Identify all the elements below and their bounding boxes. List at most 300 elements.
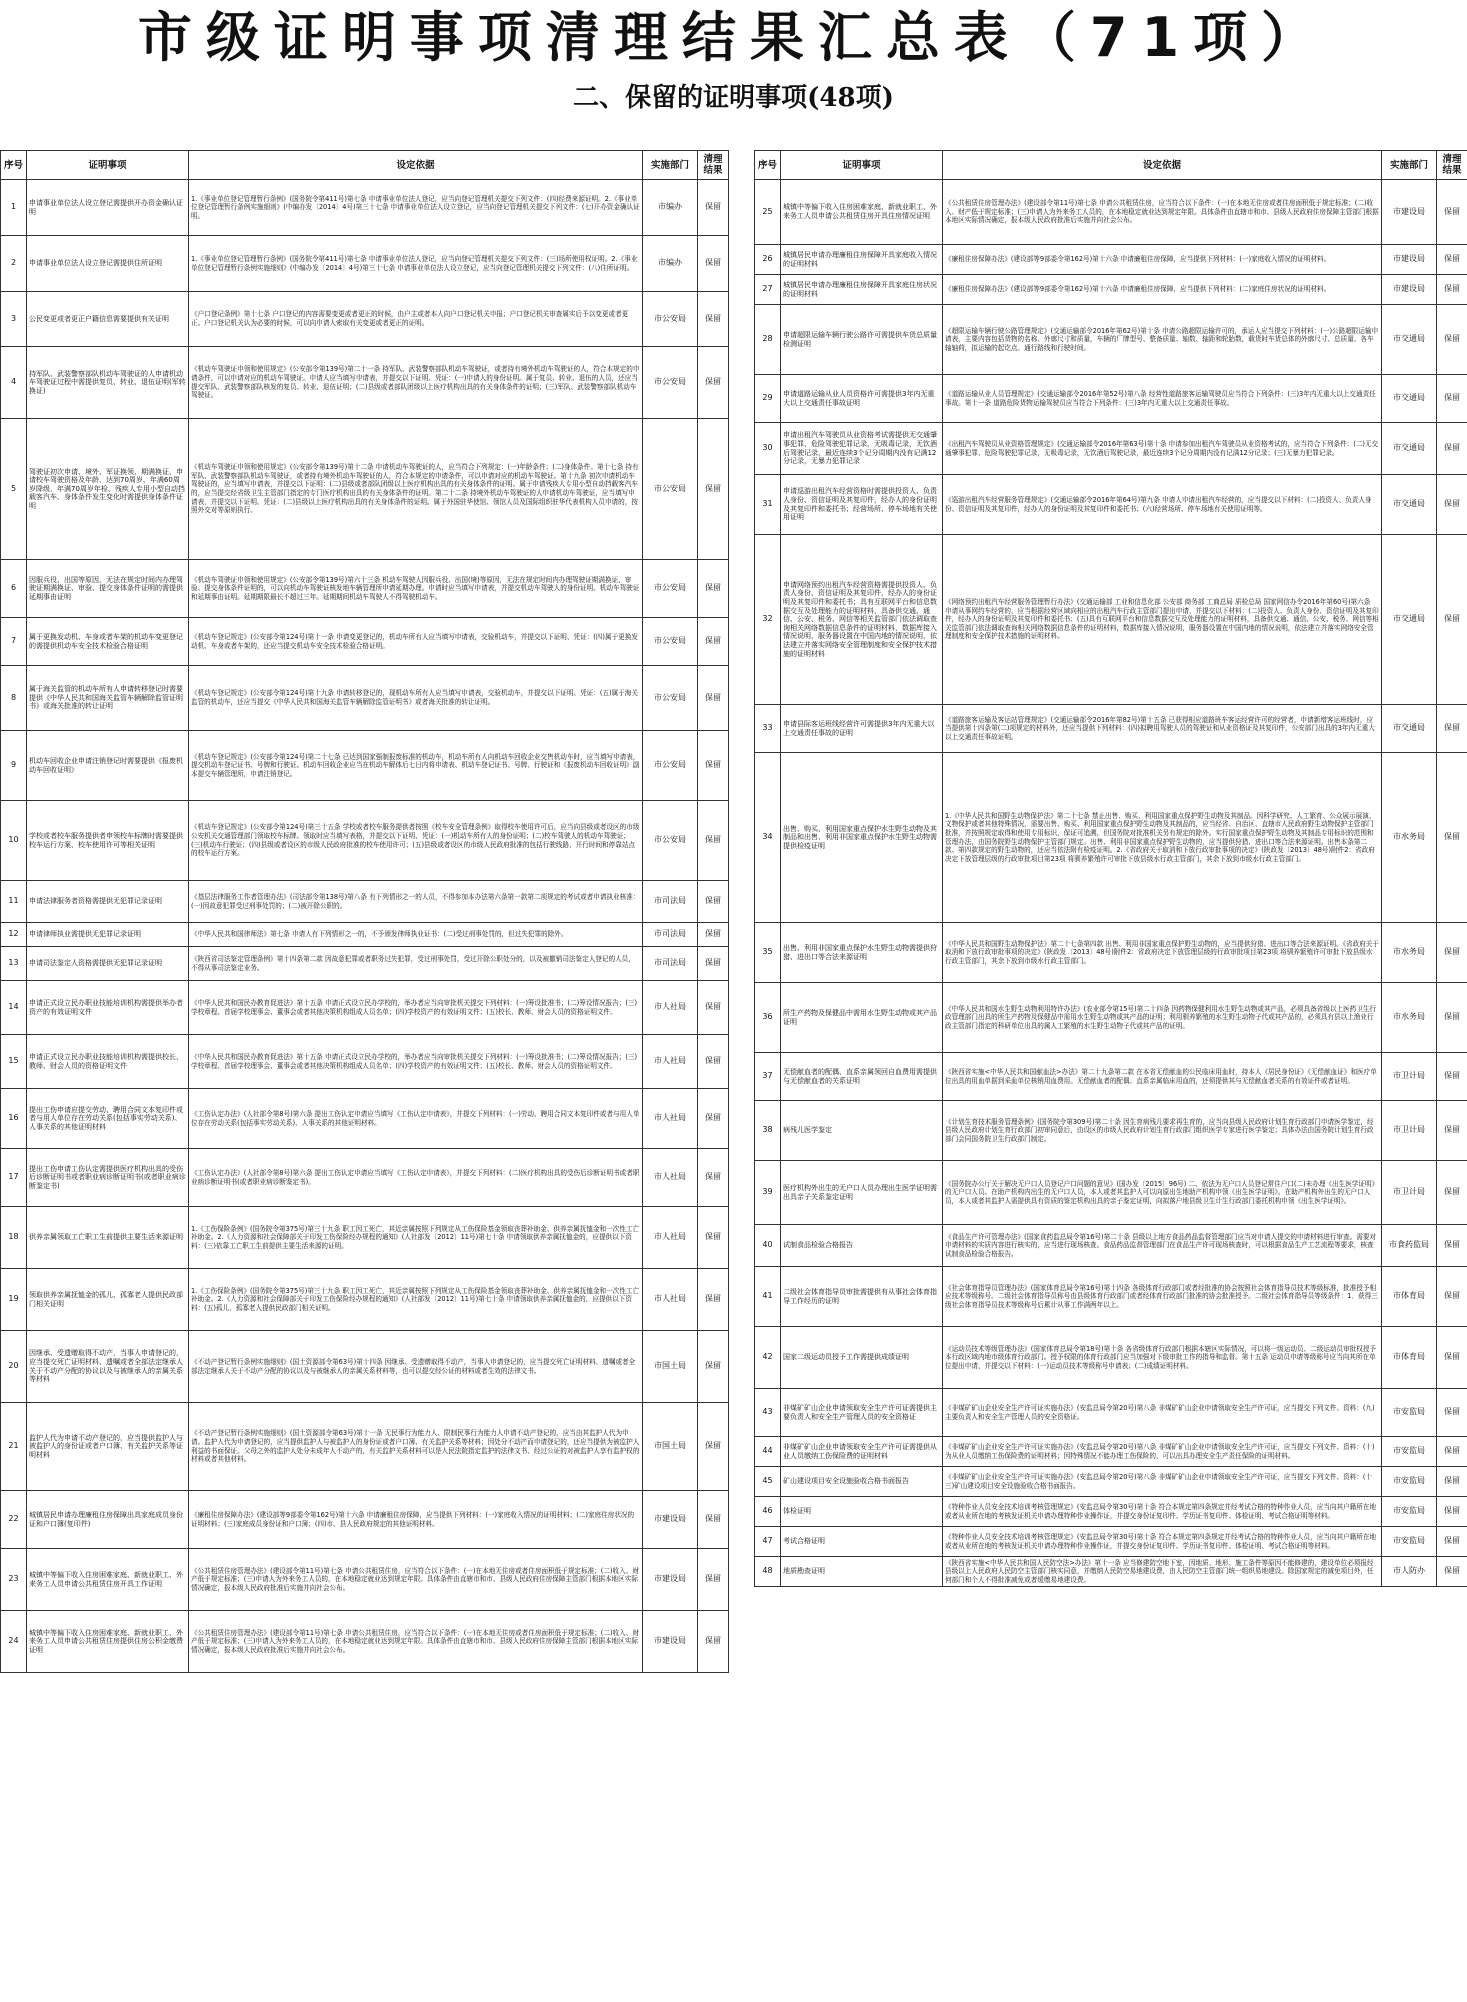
row-basis: 《食品生产许可管理办法》(国家食药监总局令第16号)第二十条 县级以上地方食品药品监督管理部门应当对申请人提交的申请材料进行审查。需要对申请材料的实质内容进行核实的，应当进行现场核查。食品药品监督管理部门在食品生产许可现场核查时，可以根据食品生产工艺流程等要求，核查试制食品检验合格报告。 [943, 1225, 1382, 1267]
row-number: 16 [1, 1089, 27, 1149]
table-row [1, 1089, 729, 1149]
row-item: 病残儿医学鉴定 [781, 1101, 943, 1161]
row-basis: 《国务院办公厅关于解决无户口人员登记户口问题的意见》(国办发〔2015〕96号) 二、依法为无户口人员登记常住户口(二)未办理《出生医学证明》的无户口人员。在助产机构内出生的无户口人员，本人或者其监护人可以向原出生地助产机构申领《出生医学证明》。在助产机构外出生的无户口人员，本人或者其监护人需提供具有资质的鉴定机构出具的亲子鉴定证明，向拟落户地县级卫生计生行政部门委托机构申领《出生医学证明》。 [943, 1161, 1382, 1225]
row-item: 申请县际客运班线经营许可需提供3年内无重大以上交通责任事故的证明 [781, 705, 943, 753]
header-result: 清理结果 [698, 151, 729, 180]
table-row [755, 275, 1467, 305]
table-row [1, 666, 729, 731]
table-row [1, 981, 729, 1035]
row-number: 8 [1, 666, 27, 731]
row-result: 保留 [1437, 1467, 1467, 1497]
row-dept: 市建设局 [643, 1611, 698, 1673]
row-item: 申请律师执业需提供无犯罪记录证明 [27, 923, 189, 947]
row-result: 保留 [698, 1207, 729, 1269]
row-dept: 市司法局 [643, 881, 698, 923]
table-row [1, 1549, 729, 1611]
row-basis: 《中华人民共和国水生野生动物利用特许办法》(农业部令第15号)第二十四条 因药物保健利用水生野生动物或其产品，必须具备省级以上医药卫生行政管理部门出具的所生产药物及保健品中需用水生野生动物或其产品的证明；利用驯养繁殖的水生野生动物子代或其产品的，必须具有县以上渔业行政主管部门指定的科研单位出具的属人工繁殖的水生野生动物子代或其产品的证明。 [943, 983, 1382, 1053]
row-item: 试制食品检验合格报告 [781, 1225, 943, 1267]
row-number: 47 [755, 1527, 781, 1557]
header-no: 序号 [755, 151, 781, 180]
row-number: 14 [1, 981, 27, 1035]
row-number: 44 [755, 1437, 781, 1467]
row-number: 25 [755, 180, 781, 245]
row-number: 38 [755, 1101, 781, 1161]
row-result: 保留 [698, 419, 729, 560]
row-number: 12 [1, 923, 27, 947]
row-item: 因服兵役、出国等原因，无法在规定时间内办理驾驶证期满换证、审验、提交身体条件证明的需提供延期事由证明 [27, 560, 189, 618]
row-result: 保留 [698, 347, 729, 419]
row-basis: 《机动车登记规定》(公安部令第124号)第十九条 申请转移登记的，现机动车所有人应当填写申请表，交验机动车，并提交以下证明、凭证：(五)属于海关监管的机动车，还应当提交《中华人民共和国海关监管车辆解除监管证明书》或者海关批准的转让证明。 [189, 666, 643, 731]
table-header-row [1, 151, 729, 180]
row-basis: 《机动车驾驶证申领和使用规定》(公安部令第139号)第六十三条 机动车驾驶人因服兵役、出国(境)等原因，无法在规定时间内办理驾驶证期满换证、审验、提交身体条件证明的，可以向机动车驾驶证核发地车辆管理所申请延期办理。申请时应当填写申请表，并提交机动车驾驶人的身份证明、机动车驾驶证和延期事由证明。延期期限最长不超过三年。延期期间机动车驾驶人不得驾驶机动车。 [189, 560, 643, 618]
row-dept: 市交通局 [1382, 305, 1437, 375]
row-basis: 《公共租赁住房管理办法》(建设部令第11号)第七条 申请公共租赁住房，应当符合以下条件：(一)在本地无住房或者住房面积低于规定标准；(二)收入、财产低于规定标准；(三)申请人为外来务工人员的，在本地稳定就业达到规定年限。具体条件由直辖市和市、县级人民政府住房保障主管部门根据本地区实际情况确定，报本级人民政府批准后实施并向社会公布。 [943, 180, 1382, 245]
row-result: 保留 [1437, 423, 1467, 475]
row-number: 5 [1, 419, 27, 560]
row-basis: 《道路旅客运输及客运站管理规定》(交通运输部令2016年第82号)第十五条 已获得相应道路班车客运经营许可的经营者，申请新增客运班线时，应当提供第十四条第(二)项规定的材料外，还应当提供下列材料：(四)拟聘用驾驶人员的驾驶证和从业资格证及其复印件，公安部门出具的3年内无重大以上交通责任事故证明。 [943, 705, 1382, 753]
row-number: 4 [1, 347, 27, 419]
row-number: 42 [755, 1327, 781, 1389]
row-result: 保留 [1437, 1497, 1467, 1527]
row-number: 21 [1, 1403, 27, 1491]
row-item: 供养亲属领取工亡职工生前提供主要生活来源证明 [27, 1207, 189, 1269]
row-number: 41 [755, 1267, 781, 1327]
row-dept: 市安监局 [1382, 1389, 1437, 1437]
row-dept: 市卫计局 [1382, 1161, 1437, 1225]
row-dept: 市司法局 [643, 923, 698, 947]
row-basis: 《社会体育指导员管理办法》(国家体育总局令第16号)第十四条 各级体育行政部门或者经批准的协会按照社会体育指导员技术等级标准，批准授予相应技术等级称号。二级社会体育指导员称号由县级体育行政部门或者经体育行政部门批准的协会批准授予。二级社会体育指导员等级条件：1．获得三级社会体育指导员技术等级称号后累计从事工作满两年以上。 [943, 1267, 1382, 1327]
row-basis: 《中华人民共和国民办教育促进法》第十五条 申请正式设立民办学校的，举办者应当向审批机关提交下列材料：(一)筹设批准书；(二)筹设情况报告；(三)学校章程、首届学校理事会、董事会或者其他决策机构组成人员名单；(四)学校资产的有效证明文件；(五)校长、教师、财会人员的资格证明文件。 [189, 981, 643, 1035]
table-row [1, 1331, 729, 1403]
table-row [1, 1269, 729, 1331]
row-number: 40 [755, 1225, 781, 1267]
row-number: 34 [755, 753, 781, 923]
row-item: 申请巡游出租汽车经营资格时需提供投资人、负责人身份、资信证明及其复印件，经办人的身份证明及其复印件和委托书；经营场所、停车场地有关使用证明 [781, 475, 943, 535]
table-row [755, 753, 1467, 923]
row-dept: 市公安局 [643, 666, 698, 731]
row-number: 26 [755, 245, 781, 275]
row-dept: 市公安局 [643, 560, 698, 618]
table-row [755, 1101, 1467, 1161]
row-result: 保留 [1437, 753, 1467, 923]
row-result: 保留 [1437, 1101, 1467, 1161]
table-row [755, 475, 1467, 535]
table-row [755, 1467, 1467, 1497]
table-left [0, 150, 729, 1673]
row-basis: 1.《事业单位登记管理暂行条例》(国务院令第411号)第七条 申请事业单位法人登记，应当向登记管理机关提交下列文件：(三)场所使用权证明。2.《事业单位登记管理暂行条例实施细则》(中编办发〔2014〕4号)第三十七条 申请事业单位法人设立登记，应当向登记管理机关提交下列文件：(八)住所证明。 [189, 236, 643, 292]
table-row [755, 245, 1467, 275]
row-item: 城镇居民申请办理廉租住房保障开具家庭收入情况的证明材料 [781, 245, 943, 275]
row-dept: 市人社局 [643, 1035, 698, 1089]
row-number: 27 [755, 275, 781, 305]
row-item: 监护人代为申请不动产登记的，应当提供监护人与被监护人的身份证或者户口簿、有关监护关系等证明材料 [27, 1403, 189, 1491]
row-basis: 《特种作业人员安全技术培训考核管理规定》(安监总局令第30号)第十条 符合本规定第四条规定并经考试合格的特种作业人员，应当向其户籍所在地或者从业所在地的考核发证机关申请办理特种作业操作证，并提交身份证复印件、学历证书复印件、体检证明、考试合格证明等材料。 [943, 1527, 1382, 1557]
row-basis: 1.《工伤保险条例》(国务院令第375号)第三十九条 职工因工死亡，其近亲属按照下列规定从工伤保险基金领取丧葬补助金、供养亲属抚恤金和一次性工亡补助金。2.《人力资源和社会保障部关于印发工伤保险经办规程的通知》(人社部发〔2012〕11号)第七十条 申请领取供养亲属抚恤金的，应提供以下资料：(五)孤儿、孤寡老人提供民政部门相关证明。 [189, 1269, 643, 1331]
row-number: 33 [755, 705, 781, 753]
row-dept: 市国土局 [643, 1403, 698, 1491]
row-dept: 市公安局 [643, 347, 698, 419]
table-row [755, 1161, 1467, 1225]
table-right [754, 150, 1467, 1587]
header-dept: 实施部门 [1382, 151, 1437, 180]
row-dept: 市人社局 [643, 1269, 698, 1331]
table-row [755, 705, 1467, 753]
row-item: 矿山建设项目安全设施验收合格书面报告 [781, 1467, 943, 1497]
row-dept: 市水务局 [1382, 983, 1437, 1053]
row-basis: 《特种作业人员安全技术培训考核管理规定》(安监总局令第30号)第十条 符合本规定第四条规定并经考试合格的特种作业人员，应当向其户籍所在地或者从业所在地的考核发证机关申请办理特种作业操作证，并提交身份证复印件、学历证书复印件、体检证明、考试合格证明等材料。 [943, 1497, 1382, 1527]
row-dept: 市体育局 [1382, 1327, 1437, 1389]
table-row [1, 560, 729, 618]
header-item: 证明事项 [781, 151, 943, 180]
row-item: 持军队、武装警察部队机动车驾驶证的人申请机动车驾驶证过程中需提供复员、转业、退伍证明(军转换证) [27, 347, 189, 419]
table-row [1, 1611, 729, 1673]
row-item: 申请超限运输车辆行驶公路许可需提供车货总质量检测证明 [781, 305, 943, 375]
row-basis: 《陕西省实施<中华人民共和国献血法>办法》第二十九条第二款 在本省无偿献血的公民临床用血时，持本人《居民身份证》《无偿献血证》和医疗单位出具的用血单据到采血单位核销用血费用。无偿献血者的配偶、直系亲属临床用血的，还须提供其与无偿献血者关系的有效证件或者证明。 [943, 1053, 1382, 1101]
row-dept: 市公安局 [643, 618, 698, 666]
header-basis: 设定依据 [189, 151, 643, 180]
row-basis: 《机动车登记规定》(公安部令第124号)第十一条 申请变更登记的，机动车所有人应当填写申请表，交验机动车，并提交以下证明、凭证：(四)属于更换发动机、车身或者车架的，还应当提交机动车安全技术检验合格证明。 [189, 618, 643, 666]
row-dept: 市公安局 [643, 419, 698, 560]
row-number: 17 [1, 1149, 27, 1207]
row-result: 保留 [1437, 275, 1467, 305]
row-dept: 市编办 [643, 236, 698, 292]
row-number: 48 [755, 1557, 781, 1587]
row-result: 保留 [698, 981, 729, 1035]
table-row [1, 292, 729, 347]
table-row [755, 305, 1467, 375]
row-basis: 1.《中华人民共和国野生动物保护法》第二十七条 禁止出售、购买、利用国家重点保护野生动物及其制品。因科学研究、人工繁育、公众展示展演、文物保护或者其他特殊情况，需要出售、购买、利用国家重点保护野生动物及其制品的，应当经省、自治区、直辖市人民政府野生动物保护主管部门批准，并按照规定取得和使用专用标识，保证可追溯，但国务院对批准机关另有规定的除外。实行国家重点保护野生动物及其制品专用标识的范围和管理办法，由国务院野生动物保护主管部门规定。出售、利用非国家重点保护野生动物的，应当提供狩猎、进出口等合法来源证明。出售本条第二款、第四款规定的野生动物的，还应当依法附有检疫证明。2.《省政府关于取消和下放行政审批事项的决定》(陕政发〔2013〕48号)附件2：省政府决定下放管理层级的行政审批项目第23项 将驯养繁殖许可审批下放县级水行政主管部门，其余下放到市级水行政主管部门。 [943, 753, 1382, 923]
row-basis: 《工伤认定办法》(人社部令第8号)第六条 提出工伤认定申请应当填写《工伤认定申请表》，并提交下列材料：(一)劳动、聘用合同文本复印件或者与用人单位存在劳动关系(包括事实劳动关系)、人事关系的其他证明材料。 [189, 1089, 643, 1149]
row-dept: 市卫计局 [1382, 1053, 1437, 1101]
row-item: 国家二级运动员授予工作需提供成绩证明 [781, 1327, 943, 1389]
row-dept: 市编办 [643, 180, 698, 236]
row-dept: 市公安局 [643, 801, 698, 881]
table-row [1, 618, 729, 666]
row-number: 32 [755, 535, 781, 705]
row-item: 领取供养亲属抚恤金的孤儿、孤寡老人提供民政部门相关证明 [27, 1269, 189, 1331]
table-row [755, 1053, 1467, 1101]
row-basis: 1.《工伤保险条例》(国务院令第375号)第三十九条 职工因工死亡，其近亲属按照下列规定从工伤保险基金领取丧葬补助金、供养亲属抚恤金和一次性工亡补助金。2.《人力资源和社会保障部关于印发工伤保险经办规程的通知》(人社部发〔2012〕11号)第七十条 申请领取供养亲属抚恤金的，应提供以下资料：(三)依靠工亡职工生前提供主要生活来源的证明。 [189, 1207, 643, 1269]
table-row [1, 419, 729, 560]
row-number: 3 [1, 292, 27, 347]
row-basis: 《机动车驾驶证申领和使用规定》(公安部令第139号)第二十一条 持军队、武装警察部队机动车驾驶证，或者持有境外机动车驾驶证的人，符合本规定的申请条件，可以申请对应的机动车驾驶证。申请人应当填写申请表，并提交以下证明、凭证：(一)申请人的身份证明。属于复员、转业、退伍的人员，还应当提交军队、武装警察部队核发的复员、转业、退伍证明；(二)县级或者部队团级以上医疗机构出具的有关身体条件的证明；(三)军队、武装警察部队机动车驾驶证。 [189, 347, 643, 419]
row-dept: 市安监局 [1382, 1437, 1437, 1467]
row-dept: 市安监局 [1382, 1527, 1437, 1557]
row-number: 7 [1, 618, 27, 666]
row-result: 保留 [698, 1491, 729, 1549]
row-item: 无偿献血者的配偶、直系亲属领回自血费用需提供与无偿献血者的关系证明 [781, 1053, 943, 1101]
row-item: 城镇中等偏下收入住房困难家庭、新就业职工、外来务工人员申请公共租赁住房开具工作证明 [27, 1549, 189, 1611]
table-row [1, 1149, 729, 1207]
table-row [755, 1527, 1467, 1557]
table-row [755, 1557, 1467, 1587]
row-basis: 《巡游出租汽车经营服务管理规定》(交通运输部令2016年第64号)第九条 申请人申请出租汽车经营的，应当提交以下材料：(二)投资人、负责人身份、资信证明及其复印件，经办人的身份证明及其复印件和委托书；(六)经营场所、停车场地有关使用证明等。 [943, 475, 1382, 535]
row-result: 保留 [1437, 1557, 1467, 1587]
row-result: 保留 [1437, 1053, 1467, 1101]
table-row [1, 881, 729, 923]
row-result: 保留 [698, 618, 729, 666]
row-item: 属于海关监管的机动车所有人申请转移登记时需要提供《中华人民共和国海关监管车辆解除监管证明书》或海关批准的转让证明 [27, 666, 189, 731]
row-dept: 市水务局 [1382, 753, 1437, 923]
row-dept: 市交通局 [1382, 423, 1437, 475]
row-number: 1 [1, 180, 27, 236]
row-number: 18 [1, 1207, 27, 1269]
row-result: 保留 [698, 881, 729, 923]
header-basis: 设定依据 [943, 151, 1382, 180]
row-result: 保留 [1437, 705, 1467, 753]
row-dept: 市卫计局 [1382, 1101, 1437, 1161]
row-result: 保留 [1437, 180, 1467, 245]
row-item: 城镇中等偏下收入住房困难家庭、新就业职工、外来务工人员申请公共租赁住房开具住房情况证明 [781, 180, 943, 245]
row-item: 提出工伤申请工伤认定需提供医疗机构出具的受伤后诊断证明书或者职业病诊断证明书(或者职业病诊断鉴定书) [27, 1149, 189, 1207]
row-basis: 《超限运输车辆行驶公路管理规定》(交通运输部令2016年第62号)第十条 申请公路超限运输许可的，承运人应当提交下列材料：(一)公路超限运输申请表，主要内容包括货物的名称、外廓尺寸和质量，车辆的厂牌型号、整备质量、轴数、轴距和轮胎数，载货时车货总体的外廓尺寸、总质量、各车轴轴荷，拟运输的起讫点、通行路线和行驶时间。 [943, 305, 1382, 375]
row-item: 出售、利用非国家重点保护水生野生动物需提供狩猎、进出口等合法来源证明 [781, 923, 943, 983]
header-item: 证明事项 [27, 151, 189, 180]
row-basis: 《不动产登记暂行条例实施细则》(国土资源部令第63号)第十四条 因继承、受遗赠取得不动产，当事人申请登记的，应当提交死亡证明材料、遗嘱或者全部法定继承人关于不动产分配的协议以及与被继承人的亲属关系材料等，也可以提交经公证的材料或者生效的法律文书。 [189, 1331, 643, 1403]
row-item: 城镇居民申请办理廉租住房保障开具家庭住房状况的证明材料 [781, 275, 943, 305]
row-result: 保留 [698, 1549, 729, 1611]
row-number: 9 [1, 731, 27, 801]
row-result: 保留 [698, 947, 729, 981]
row-number: 15 [1, 1035, 27, 1089]
row-basis: 《机动车驾驶证申领和使用规定》(公安部令第139号)第十二条 申请机动车驾驶证的人，应当符合下列规定：(一)年龄条件；(二)身体条件。第十七条 持有军队、武装警察部队机动车驾驶证，或者持有境外机动车驾驶证的人，符合本规定的申请条件，可以申请对应的机动车驾驶证。第十九条 初次申请机动车驾驶证的，应当填写申请表，并提交以下证明：(二)县级或者部队团级以上医疗机构出具的有关身体条件的证明。属于申请残疾人专用小型自动挡载客汽车的，应当提交经省级卫生主管部门指定的专门医疗机构出具的有关身体条件的证明。第二十二条 持境外机动车驾驶证的人申请机动车驾驶证，应当填写申请表，并提交以下证明、凭证：(二)县级以上医疗机构出具的有关身体条件的证明。属于外国驻华使馆、领馆人员及国际组织驻华代表机构人员申请的，按照外交对等原则执行。 [189, 419, 643, 560]
row-item: 申请法律服务者资格需提供无犯罪记录证明 [27, 881, 189, 923]
row-dept: 市交通局 [1382, 475, 1437, 535]
row-number: 30 [755, 423, 781, 475]
row-number: 19 [1, 1269, 27, 1331]
row-result: 保留 [1437, 983, 1467, 1053]
row-basis: 《计划生育技术服务管理条例》(国务院令第309号)第二十条 因生育病残儿要求再生育的，应当向县级人民政府计划生育行政部门申请医学鉴定，经县级人民政府计划生育行政部门初审同意后，由设区的市级人民政府计划生育行政部门组织医学专家进行医学鉴定；具体办法由国务院计划生育行政部门会同国务院卫生行政部门制定。 [943, 1101, 1382, 1161]
row-item: 体检证明 [781, 1497, 943, 1527]
row-number: 22 [1, 1491, 27, 1549]
row-basis: 《工伤认定办法》(人社部令第8号)第六条 提出工伤认定申请应当填写《工伤认定申请表》，并提交下列材料：(二)医疗机构出具的受伤后诊断证明书或者职业病诊断证明书(或者职业病诊断鉴定书)。 [189, 1149, 643, 1207]
row-result: 保留 [1437, 475, 1467, 535]
row-dept: 市国土局 [643, 1331, 698, 1403]
row-number: 2 [1, 236, 27, 292]
row-number: 45 [755, 1467, 781, 1497]
row-basis: 《出租汽车驾驶员从业资格管理规定》(交通运输部令2016年第63号)第十条 申请参加出租汽车驾驶员从业资格考试的，应当符合下列条件：(二)无交通肇事犯罪、危险驾驶犯罪记录，无吸毒记录，无饮酒后驾驶记录，最近连续3个记分周期内没有记满12分记录；(三)无暴力犯罪记录。 [943, 423, 1382, 475]
row-item: 学校或者校车服务提供者申领校车标牌时需要提供校车运行方案、校车使用许可等相关证明 [27, 801, 189, 881]
row-number: 31 [755, 475, 781, 535]
row-item: 非煤矿矿山企业申请领取安全生产许可证需提供主要负责人和安全生产管理人员的安全资格证 [781, 1389, 943, 1437]
row-item: 地质勘查证明 [781, 1557, 943, 1587]
row-basis: 《中华人民共和国律师法》第七条 申请人有下列情形之一的，不予颁发律师执业证书：(二)受过刑事处罚的，但过失犯罪的除外。 [189, 923, 643, 947]
row-result: 保留 [698, 666, 729, 731]
row-result: 保留 [698, 1149, 729, 1207]
table-row [755, 1389, 1467, 1437]
row-dept: 市交通局 [1382, 535, 1437, 705]
table-row [1, 236, 729, 292]
row-result: 保留 [698, 1611, 729, 1673]
row-basis: 《廉租住房保障办法》(建设部等9部委令第162号)第十六条 申请廉租住房保障，应当提供下列材料：(一)家庭收入情况的证明材料；(二)家庭住房状况的证明材料；(三)家庭成员身份证和户口簿；(四)市、县人民政府规定的其他证明材料。 [189, 1491, 643, 1549]
row-number: 37 [755, 1053, 781, 1101]
row-dept: 市建设局 [1382, 275, 1437, 305]
row-dept: 市人防办 [1382, 1557, 1437, 1587]
page-title: 市级证明事项清理结果汇总表（71项） [137, 6, 1330, 69]
row-result: 保留 [1437, 1527, 1467, 1557]
table-row [755, 180, 1467, 245]
row-result: 保留 [1437, 923, 1467, 983]
row-result: 保留 [698, 560, 729, 618]
table-row [755, 1327, 1467, 1389]
header-no: 序号 [1, 151, 27, 180]
row-dept: 市水务局 [1382, 923, 1437, 983]
row-result: 保留 [1437, 1161, 1467, 1225]
row-result: 保留 [698, 292, 729, 347]
row-result: 保留 [698, 1269, 729, 1331]
row-result: 保留 [1437, 245, 1467, 275]
row-item: 二级社会体育指导员审批需提供有从事社会体育指导工作经历的证明 [781, 1267, 943, 1327]
row-number: 24 [1, 1611, 27, 1673]
row-number: 43 [755, 1389, 781, 1437]
row-item: 医疗机构外出生的无户口人员办理出生医学证明需出具亲子关系鉴定证明 [781, 1161, 943, 1225]
table-row [1, 801, 729, 881]
row-basis: 《运动员技术等级管理办法》(国家体育总局令第18号)第十条 各省级体育行政部门根据本辖区实际情况，可以将一级运动员、二级运动员审批权授予本行政区域内地市级体育行政部门。授予权限的体育行政部门应当加强对下级审批工作的指导和监督。第十五条 运动员申请等级称号应当向其所在单位提出申请，并提交以下材料：(一)运动员技术等级称号申请表；(二)成绩证明材料。 [943, 1327, 1382, 1389]
row-dept: 市公安局 [643, 731, 698, 801]
row-result: 保留 [1437, 1225, 1467, 1267]
row-number: 11 [1, 881, 27, 923]
row-basis: 《公共租赁住房管理办法》(建设部令第11号)第七条 申请公共租赁住房，应当符合以下条件：(一)在本地无住房或者住房面积低于规定标准；(二)收入、财产低于规定标准；(三)申请人为外来务工人员的，在本地稳定就业达到规定年限。具体条件由直辖市和市、县级人民政府住房保障主管部门根据本地区实际情况确定，报本级人民政府批准后实施并向社会公布。 [189, 1611, 643, 1673]
table-row [1, 1403, 729, 1491]
table-row [755, 375, 1467, 423]
row-item: 城镇居民申请办理廉租住房保障出具家庭成员身份证和户口簿(复印件) [27, 1491, 189, 1549]
row-item: 申请司法鉴定人资格需提供无犯罪记录证明 [27, 947, 189, 981]
row-result: 保留 [698, 1331, 729, 1403]
row-basis: 《非煤矿矿山企业安全生产许可证实施办法》(安监总局令第20号)第八条 非煤矿矿山企业申请领取安全生产许可证，应当提交下列文件、资料：(九)主要负责人和安全生产管理人员的安全资格证。 [943, 1389, 1382, 1437]
row-dept: 市人社局 [643, 981, 698, 1035]
row-result: 保留 [1437, 1437, 1467, 1467]
row-dept: 市安监局 [1382, 1497, 1437, 1527]
row-result: 保留 [1437, 535, 1467, 705]
row-item: 申请事业单位法人设立登记需提供开办资金确认证明 [27, 180, 189, 236]
table-row [755, 423, 1467, 475]
table-row [1, 1035, 729, 1089]
row-number: 28 [755, 305, 781, 375]
row-item: 出售、购买、利用国家重点保护水生野生动物及其制品和出售、利用非国家重点保护水生野生动物需提供检疫证明 [781, 753, 943, 923]
table-row [755, 1267, 1467, 1327]
row-number: 20 [1, 1331, 27, 1403]
row-basis: 《陕西省司法鉴定管理条例》第十四条第二款 因故意犯罪或者职务过失犯罪，受过刑事处罚，受过开除公职处分的，以及被撤销司法鉴定人登记的人员，不得从事司法鉴定业务。 [189, 947, 643, 981]
row-result: 保留 [1437, 1327, 1467, 1389]
row-item: 属于更换发动机、车身或者车架的机动车变更登记的需提供机动车安全技术检验合格证明 [27, 618, 189, 666]
row-basis: 《陕西省实施<中华人民共和国人民防空法>办法》第十一条 应当修建防空地下室，因地质、地形、施工条件等原因不能修建的，建设单位必须报经县级以上人民政府人民防空主管部门核实同意，并缴纳人民防空易地建设费，由人民防空主管部门统一组织易地建设。除国家规定的减免项目外，任何部门和个人不得批准减免或者缓缴易地建设费。 [943, 1557, 1382, 1587]
table-row [755, 1497, 1467, 1527]
row-item: 驾驶证初次申请、境外、军证换领、期满换证、申请校车驾驶资格及年龄、达到70周岁、年满60周岁降级、年满70周岁年检、残疾人专用小型自动挡载客汽车、身体条件发生变化时需提供身体条件证明 [27, 419, 189, 560]
row-item: 申请道路运输从业人员资格许可需提供3年内无重大以上交通责任事故证明 [781, 375, 943, 423]
table-row [755, 1225, 1467, 1267]
row-item: 申请出租汽车驾驶员从业资格考试需提供无交通肇事犯罪、危险驾驶犯罪记录，无吸毒记录，无饮酒后驾驶记录，最近连续3个记分周期内没有记满12分记录，无暴力犯罪记录 [781, 423, 943, 475]
row-basis: 《户口登记条例》第十七条 户口登记的内容需要变更或者更正的时候，由户主或者本人向户口登记机关申报；户口登记机关审查属实后予以变更或者更正。户口登记机关认为必要的时候，可以向申请人索取有关变更或者更正的证明。 [189, 292, 643, 347]
table-row [1, 923, 729, 947]
row-basis: 《不动产登记暂行条例实施细则》(国土资源部令第63号)第十一条 无民事行为能力人、限制民事行为能力人申请不动产登记的，应当由其监护人代为申请。监护人代为申请登记的，应当提供监护人与被监护人的身份证或者户口簿、有关监护关系等材料；因处分不动产而申请登记的，还应当提供为被监护人利益的书面保证。父母之外的监护人处分未成年人不动产的，有关监护关系材料可以是人民法院指定监护的法律文书、经过公证的对被监护人享有监护权的材料或者其他材料。 [189, 1403, 643, 1491]
row-dept: 市司法局 [643, 947, 698, 981]
row-basis: 《廉租住房保障办法》(建设部等9部委令第162号)第十六条 申请廉租住房保障，应当提供下列材料：(二)家庭住房状况的证明材料。 [943, 275, 1382, 305]
row-basis: 1.《事业单位登记管理暂行条例》(国务院令第411号)第七条 申请事业单位法人登记，应当向登记管理机关提交下列文件：(四)经费来源证明。2.《事业单位登记管理暂行条例实施细则》(中编办发〔2014〕4号)第三十七条 申请事业单位法人设立登记，应当向登记管理机关提交下列文件：(七)开办资金确认证明。 [189, 180, 643, 236]
row-dept: 市建设局 [1382, 180, 1437, 245]
row-dept: 市体育局 [1382, 1267, 1437, 1327]
row-number: 39 [755, 1161, 781, 1225]
row-dept: 市人社局 [643, 1207, 698, 1269]
row-dept: 市公安局 [643, 292, 698, 347]
row-dept: 市安监局 [1382, 1467, 1437, 1497]
row-result: 保留 [698, 1089, 729, 1149]
row-result: 保留 [698, 1035, 729, 1089]
header-result: 清理结果 [1437, 151, 1467, 180]
table-row [755, 535, 1467, 705]
row-number: 10 [1, 801, 27, 881]
row-basis: 《网络预约出租汽车经营服务管理暂行办法》(交通运输部 工业和信息化部 公安部 商务部 工商总局 质检总局 国家网信办令2016年第60号)第六条 申请从事网约车经营的，应当根据经营区域向相应的出租汽车行政主管部门提出申请，并提交以下材料：(二)投资人、负责人身份、资信证明及其复印件，经办人的身份证明及其复印件和委托书；(五)具有互联网平台和信息数据交互及处理能力的证明材料，具备供交通、通信、公安、税务、网信等相关监管部门依法调取查询相关网络数据信息条件的证明材料，数据库接入情况说明，服务器设置在中国内地的情况说明，依法建立并落实网络安全管理制度和安全保护技术措施的证明材料。 [943, 535, 1382, 705]
row-result: 保留 [1437, 375, 1467, 423]
table-row [1, 731, 729, 801]
row-dept: 市建设局 [643, 1491, 698, 1549]
row-item: 申请网络预约出租汽车经营资格需提供投资人、负责人身份、资信证明及其复印件，经办人的身份证明及其复印件和委托书；具有互联网平台和信息数据交互及处理能力的证明材料，具备供交通、通信、公安、税务、网信等相关监管部门依法调取查询相关网络数据信息条件的证明材料，数据库接入情况说明，服务器设置在中国内地的情况说明，依法建立并落实网络安全管理制度和安全保护技术措施的证明材料 [781, 535, 943, 705]
row-result: 保留 [698, 923, 729, 947]
row-item: 申请事业单位法人设立登记需提供住所证明 [27, 236, 189, 292]
row-item: 所生产药物及保健品中需用水生野生动物或其产品证明 [781, 983, 943, 1053]
row-result: 保留 [1437, 1267, 1467, 1327]
row-basis: 《廉租住房保障办法》(建设部等9部委令第162号)第十六条 申请廉租住房保障，应当提供下列材料：(一)家庭收入情况的证明材料。 [943, 245, 1382, 275]
row-item: 申请正式设立民办职业技能培训机构需提供校长、教师、财会人员的资格证明文件 [27, 1035, 189, 1089]
row-basis: 《道路运输从业人员管理规定》(交通运输部令2016年第52号)第八条 经营性道路旅客运输驾驶员应当符合下列条件：(三)3年内无重大以上交通责任事故。第十一条 道路危险货物运输驾驶员应当符合下列条件：(三)3年内无重大以上交通责任事故。 [943, 375, 1382, 423]
row-result: 保留 [1437, 1389, 1467, 1437]
row-basis: 《公共租赁住房管理办法》(建设部令第11号)第七条 申请公共租赁住房，应当符合以下条件：(一)在本地无住房或者住房面积低于规定标准；(二)收入、财产低于规定标准；(三)申请人为外来务工人员的，在本地稳定就业达到规定年限。具体条件由直辖市和市、县级人民政府住房保障主管部门根据本地区实际情况确定，报本级人民政府批准后实施并向社会公布。 [189, 1549, 643, 1611]
row-basis: 《基层法律服务工作者管理办法》(司法部令第138号)第八条 有下列情形之一的人员，不得参加本办法第六条第一款第二项规定的考试或者申请执业核准：(一)因故意犯罪受过刑事处罚的；(二)被开除公职的。 [189, 881, 643, 923]
row-result: 保留 [698, 731, 729, 801]
row-dept: 市交通局 [1382, 375, 1437, 423]
table-row [1, 347, 729, 419]
table-row [1, 180, 729, 236]
row-item: 考试合格证明 [781, 1527, 943, 1557]
row-dept: 市人社局 [643, 1149, 698, 1207]
row-item: 因继承、受遗赠取得不动产，当事人申请登记的，应当提交死亡证明材料、遗嘱或者全部法定继承人关于不动产分配的协议以及与被继承人的亲属关系等材料 [27, 1331, 189, 1403]
row-result: 保留 [698, 1403, 729, 1491]
row-number: 29 [755, 375, 781, 423]
section-subtitle: 二、保留的证明事项(48项) [573, 83, 894, 113]
row-item: 申请正式设立民办职业技能培训机构需提供举办者资产的有效证明文件 [27, 981, 189, 1035]
row-result: 保留 [698, 236, 729, 292]
row-dept: 市建设局 [643, 1549, 698, 1611]
row-number: 36 [755, 983, 781, 1053]
row-number: 23 [1, 1549, 27, 1611]
row-item: 城镇中等偏下收入住房困难家庭、新就业职工、外来务工人员申请公共租赁住房提供住房公积金缴费证明 [27, 1611, 189, 1673]
row-basis: 《机动车登记规定》(公安部令第124号)第二十七条 已达到国家强制报废标准的机动车，机动车所有人向机动车回收企业交售机动车时，应当填写申请表，提交机动车登记证书、号牌和行驶证。机动车回收企业应当在机动车解体后七日内将申请表、机动车登记证书、号牌、行驶证和《报废机动车回收证明》副本提交车辆管理所，申请注销登记。 [189, 731, 643, 801]
table-row [1, 947, 729, 981]
row-dept: 市交通局 [1382, 705, 1437, 753]
row-number: 13 [1, 947, 27, 981]
header-dept: 实施部门 [643, 151, 698, 180]
table-header-row [755, 151, 1467, 180]
row-basis: 《中华人民共和国野生动物保护法》第二十七条第四款 出售、利用非国家重点保护野生动物的，应当提供狩猎、进出口等合法来源证明。《省政府关于取消和下放行政审批事项的决定》(陕政发〔2013〕48号)附件2：省政府决定下放管理层级的行政审批项目第23项 将驯养繁殖许可审批下放县级水行政主管部门，其余下放到市级水行政主管部门。 [943, 923, 1382, 983]
row-dept: 市食药监局 [1382, 1225, 1437, 1267]
row-dept: 市人社局 [643, 1089, 698, 1149]
row-item: 机动车回收企业申请注销登记时需要提供《报废机动车回收证明》 [27, 731, 189, 801]
row-result: 保留 [698, 180, 729, 236]
row-basis: 《非煤矿矿山企业安全生产许可证实施办法》(安监总局令第20号)第八条 非煤矿矿山企业申请领取安全生产许可证，应当提交下列文件、资料：(十)为从业人员缴纳工伤保险费的证明材料；因特殊情况不能办理工伤保险的，可以出具办理安全生产责任保险的证明材料。 [943, 1437, 1382, 1467]
row-item: 公民变更或者更正户籍信息需要提供有关证明 [27, 292, 189, 347]
table-row [755, 983, 1467, 1053]
row-item: 非煤矿矿山企业申请领取安全生产许可证需提供从业人员缴纳工伤保险费的证明材料 [781, 1437, 943, 1467]
row-item: 提出工伤申请应提交劳动、聘用合同文本复印件或者与用人单位存在劳动关系(包括事实劳动关系)、人事关系的其他证明材料 [27, 1089, 189, 1149]
row-number: 6 [1, 560, 27, 618]
row-result: 保留 [698, 801, 729, 881]
row-basis: 《中华人民共和国民办教育促进法》第十五条 申请正式设立民办学校的，举办者应当向审批机关提交下列材料：(一)筹设批准书；(二)筹设情况报告；(三)学校章程、首届学校理事会、董事会或者其他决策机构组成人员名单；(四)学校资产的有效证明文件；(五)校长、教师、财会人员的资格证明文件。 [189, 1035, 643, 1089]
row-basis: 《机动车登记规定》(公安部令第124号)第三十五条 学校或者校车服务提供者按照《校车安全管理条例》取得校车使用许可后，应当向县级或者设区的市级公安机关交通管理部门领取校车标牌。领取时应当填写表格，并提交以下证明、凭证：(一)机动车所有人的身份证明；(二)校车驾驶人的机动车驾驶证；(三)机动车行驶证；(四)县级或者设区的市级人民政府批准的校车使用许可；(五)县级或者设区的市级人民政府批准的包括行驶线路、开行时间和停靠站点的校车运行方案。 [189, 801, 643, 881]
row-number: 35 [755, 923, 781, 983]
table-row [755, 1437, 1467, 1467]
table-row [1, 1491, 729, 1549]
row-dept: 市建设局 [1382, 245, 1437, 275]
table-row [755, 923, 1467, 983]
